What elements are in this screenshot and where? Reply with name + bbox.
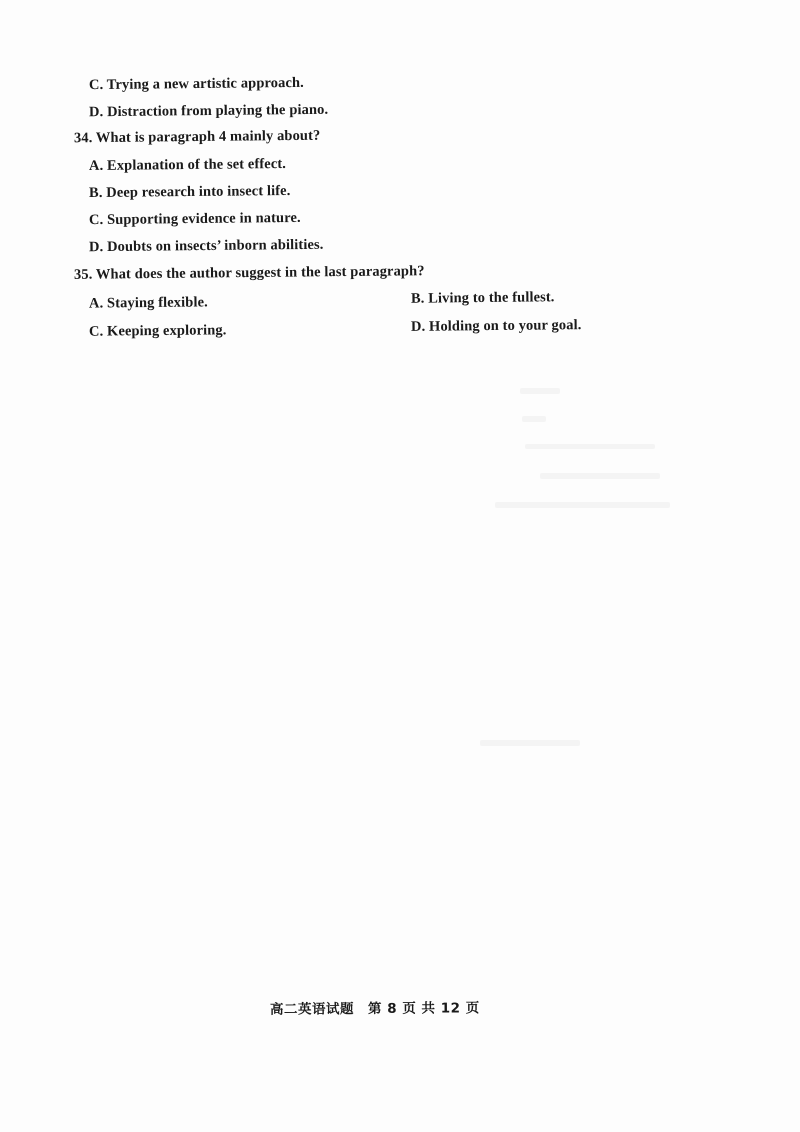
q33-option-d: D. Distraction from playing the piano. <box>88 101 329 121</box>
q35-option-d: D. Holding on to your goal. <box>410 317 582 335</box>
page-footer: 高二英语试题 第 8 页 共 12 页 <box>269 1000 480 1018</box>
bleed-through-mark <box>480 740 580 746</box>
bleed-through-mark <box>522 416 546 422</box>
bleed-through-mark <box>495 502 670 508</box>
q35-option-c: C. Keeping exploring. <box>88 322 227 340</box>
bleed-through-mark <box>540 473 660 479</box>
q35-option-a: A. Staying flexible. <box>88 294 208 312</box>
bleed-through-mark <box>525 444 655 449</box>
q34-option-c: C. Supporting evidence in nature. <box>88 209 301 229</box>
bleed-through-mark <box>520 388 560 394</box>
q33-option-c: C. Trying a new artistic approach. <box>88 74 304 94</box>
q34-option-a: A. Explanation of the set effect. <box>88 155 287 175</box>
q35-stem: 35. What does the author suggest in the last paragraph? <box>73 263 425 283</box>
q35-option-b: B. Living to the fullest. <box>410 289 555 307</box>
q34-option-d: D. Doubts on insects’ inborn abilities. <box>88 236 324 256</box>
q34-stem: 34. What is paragraph 4 mainly about? <box>73 127 321 147</box>
q34-option-b: B. Deep research into insect life. <box>88 182 291 202</box>
